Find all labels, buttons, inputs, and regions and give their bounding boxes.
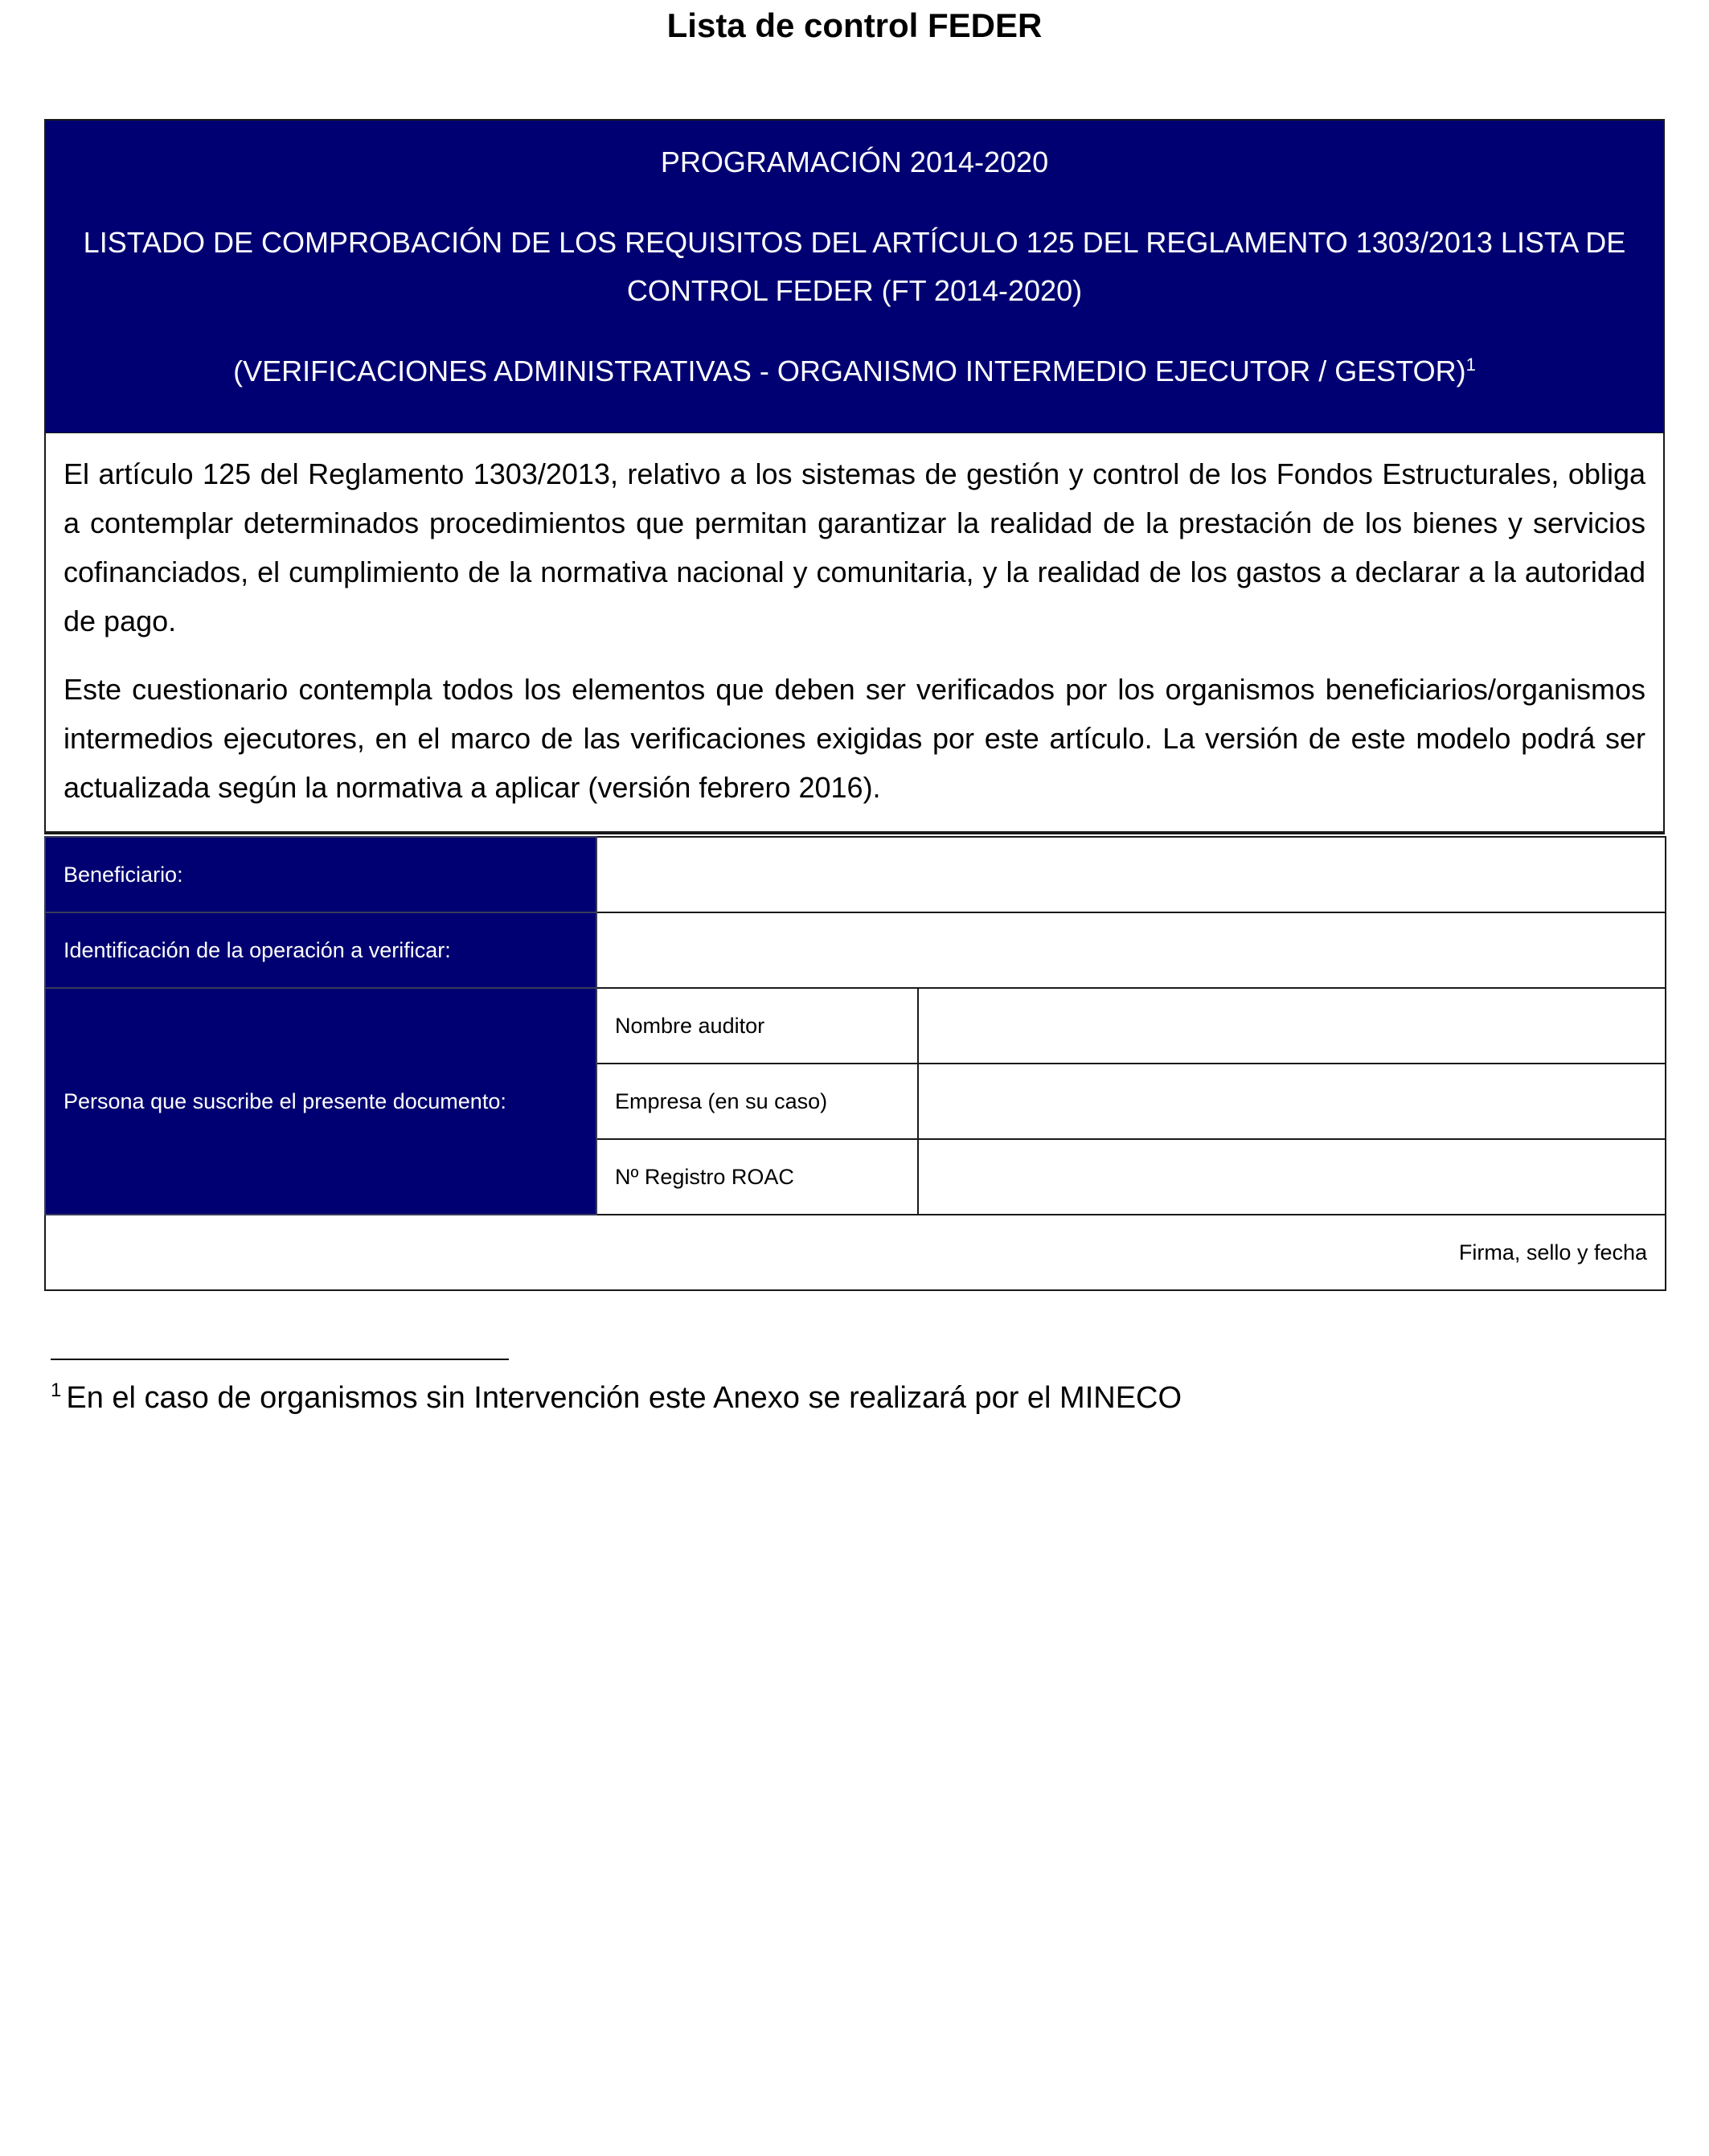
- document-title: Lista de control FEDER: [666, 6, 1043, 44]
- empresa-field[interactable]: [918, 1064, 1666, 1139]
- beneficiario-row: [45, 837, 1666, 912]
- footnote-text: En el caso de organismos sin Intervención este Anexo se realizará por el MINECO: [66, 1381, 1182, 1415]
- firma-row: [45, 1215, 1666, 1290]
- registro-field[interactable]: [918, 1139, 1666, 1215]
- operacion-field[interactable]: [596, 912, 1666, 988]
- beneficiario-field[interactable]: [596, 837, 1666, 912]
- nombre-auditor-field[interactable]: [918, 988, 1666, 1064]
- verificaciones-heading: [78, 347, 1631, 396]
- firma-label: Firma, sello y fecha: [1458, 1240, 1647, 1264]
- nombre-auditor-row: [45, 988, 1666, 1064]
- registro-label: Nº Registro ROAC: [596, 1139, 918, 1215]
- intro-paragraph-2: Este cuestionario contempla todos los elementos que deben ser verificados por los organismos beneficiarios/organismos intermedios ejecutores, en el marco de las verificaciones exigidas por este artículo. La versión de este modelo podrá ser actualizada según la normativa a aplicar (versión febrero 2016).: [64, 673, 1645, 804]
- footnote-reference[interactable]: 1: [1465, 355, 1476, 375]
- footnote-number: 1: [51, 1379, 62, 1402]
- firma-field[interactable]: [45, 1215, 1666, 1290]
- verificaciones-text: (VERIFICACIONES ADMINISTRATIVAS - ORGANISMO INTERMEDIO EJECUTOR / GESTOR): [233, 355, 1466, 387]
- nombre-auditor-label: Nombre auditor: [596, 988, 918, 1064]
- header-intro-box: [44, 119, 1665, 834]
- empresa-label: Empresa (en su caso): [596, 1064, 918, 1139]
- header-banner: [46, 121, 1663, 432]
- operacion-row: [45, 912, 1666, 988]
- beneficiario-label: Beneficiario:: [45, 837, 596, 912]
- operacion-label: Identificación de la operación a verificar:: [45, 912, 596, 988]
- persona-label: Persona que suscribe el presente documento:: [45, 988, 596, 1215]
- intro-paragraph-1: El artículo 125 del Reglamento 1303/2013, relativo a los sistemas de gestión y control de los Fondos Estructurales, obliga a contemplar determinados procedimientos que permitan garantizar la realidad de la prestación de los bienes y servicios cofinanciados, el cumplimiento de la normativa nacional y comunitaria, y la realidad de los gastos a declarar a la autoridad de pago.: [64, 457, 1645, 637]
- verification-form-table: [44, 836, 1666, 1291]
- programacion-heading: PROGRAMACIÓN 2014-2020: [660, 146, 1049, 178]
- listado-heading: LISTADO DE COMPROBACIÓN DE LOS REQUISITOS DEL ARTÍCULO 125 DEL REGLAMENTO 1303/2013 LISTA DE CONTROL FEDER (FT 2014-2020): [83, 226, 1626, 307]
- footnote: [51, 1376, 1182, 1420]
- intro-text: [46, 432, 1663, 833]
- footnote-separator: [51, 1359, 509, 1360]
